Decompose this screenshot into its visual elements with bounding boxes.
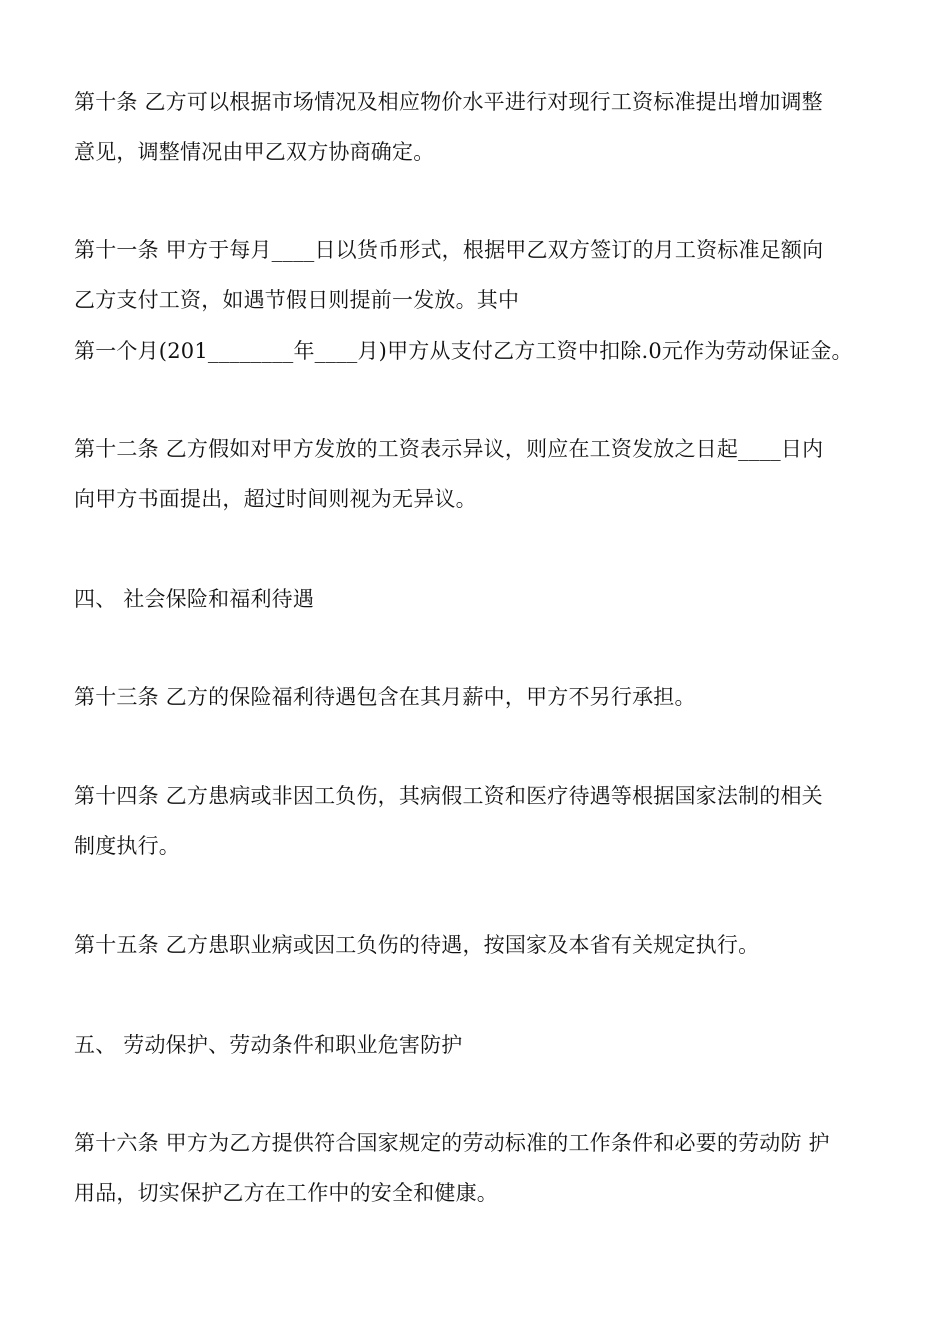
article-11-line-1: 第十一条 甲方于每月____日以货币形式，根据甲乙双方签订的月工资标准足额向 <box>74 238 824 262</box>
article-12-line-1: 第十二条 乙方假如对甲方发放的工资表示异议，则应在工资发放之日起____日内 <box>74 437 824 461</box>
section-4-heading: 四、 社会保险和福利待遇 <box>74 587 315 611</box>
document-page <box>74 0 882 1344</box>
section-5-heading: 五、 劳动保护、劳动条件和职业危害防护 <box>74 1033 463 1057</box>
article-13-line-1: 第十三条 乙方的保险福利待遇包含在其月薪中，甲方不另行承担。 <box>74 685 696 709</box>
article-10-line-2: 意见，调整情况由甲乙双方协商确定。 <box>74 140 435 164</box>
article-11-line-2: 乙方支付工资，如遇节假日则提前一发放。其中 <box>74 288 520 312</box>
article-14-line-2: 制度执行。 <box>74 834 180 858</box>
article-15-line-1: 第十五条 乙方患职业病或因工负伤的待遇，按国家及本省有关规定执行。 <box>74 933 760 957</box>
article-16-line-1: 第十六条 甲方为乙方提供符合国家规定的劳动标准的工作条件和必要的劳动防 护 <box>74 1131 830 1155</box>
article-12-line-2: 向甲方书面提出，超过时间则视为无异议。 <box>74 487 477 511</box>
article-16-line-2: 用品，切实保护乙方在工作中的安全和健康。 <box>74 1181 498 1205</box>
article-11-line-3: 第一个月(201________年____月)甲方从支付乙方工资中扣除.0元作为劳动保证金。 <box>74 339 853 363</box>
article-14-line-1: 第十四条 乙方患病或非因工负伤，其病假工资和医疗待遇等根据国家法制的相关 <box>74 784 823 808</box>
article-10-line-1: 第十条 乙方可以根据市场情况及相应物价水平进行对现行工资标准提出增加调整 <box>74 90 823 114</box>
